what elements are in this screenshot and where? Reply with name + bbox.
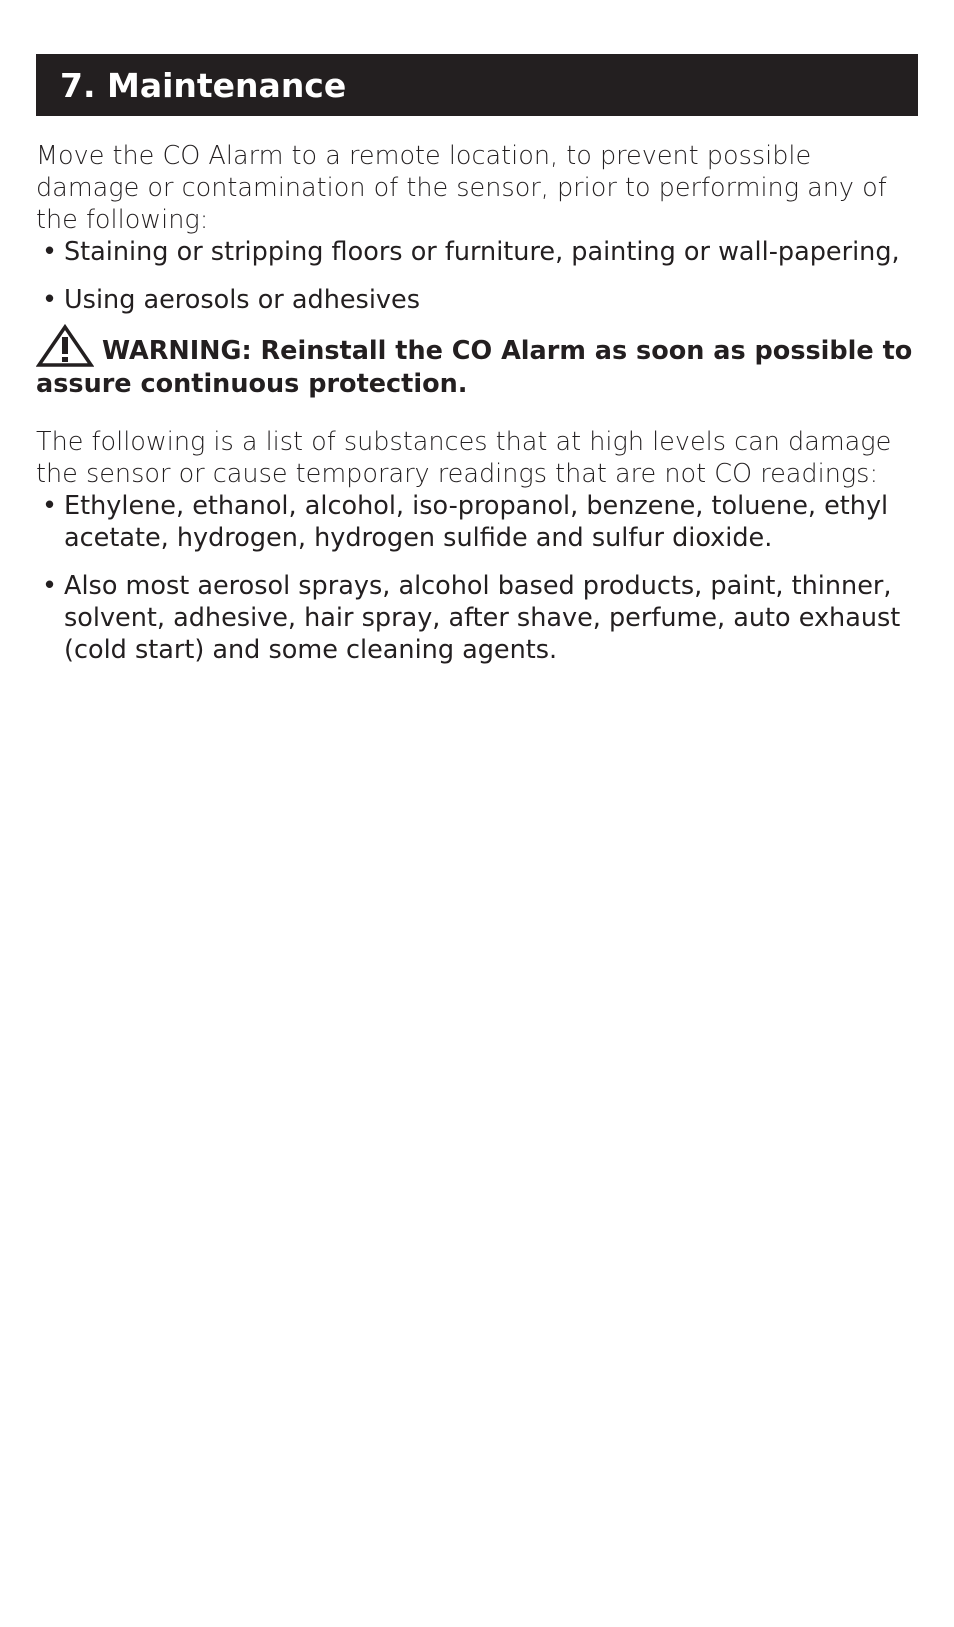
list-item (36, 236, 918, 268)
list-item (36, 490, 918, 554)
warning-text: WARNING: Reinstall the CO Alarm as soon as possible to assure continuous protection. (36, 336, 913, 399)
list-item-text: Staining or stripping floors or furniture, painting or wall-papering, (64, 237, 900, 267)
list-item-text: Ethylene, ethanol, alcohol, iso-propanol, benzene, toluene, ethyl acetate, hydrogen, hydrogen sulfide and sulfur dioxide. (64, 490, 889, 553)
manual-page (36, 54, 918, 666)
bullet: • (42, 570, 58, 601)
warning-notice (36, 324, 918, 400)
section-header-bar (36, 54, 918, 116)
bullet: • (42, 237, 58, 267)
list-item-text: Also most aerosol sprays, alcohol based products, paint, thinner, solvent, adhesive, hair spray, after shave, perfume, auto exhaust (cold start) and some cleaning agents. (64, 570, 901, 665)
intro-paragraph: Move the CO Alarm to a remote location, to prevent possible damage or contamination of the sensor, prior to performing any of the following: (36, 141, 887, 235)
warning-triangle-icon (36, 324, 94, 368)
list-item (36, 284, 918, 316)
substances-intro-paragraph: The following is a list of substances that at high levels can damage the sensor or cause temporary readings that are not CO readings: (36, 426, 892, 489)
list-item-text: Using aerosols or adhesives (64, 285, 420, 315)
substances-list (36, 490, 918, 666)
activities-list (36, 236, 918, 316)
list-item (36, 570, 918, 666)
bullet: • (42, 285, 58, 315)
bullet: • (42, 490, 58, 521)
section-title: 7. Maintenance (60, 65, 347, 105)
